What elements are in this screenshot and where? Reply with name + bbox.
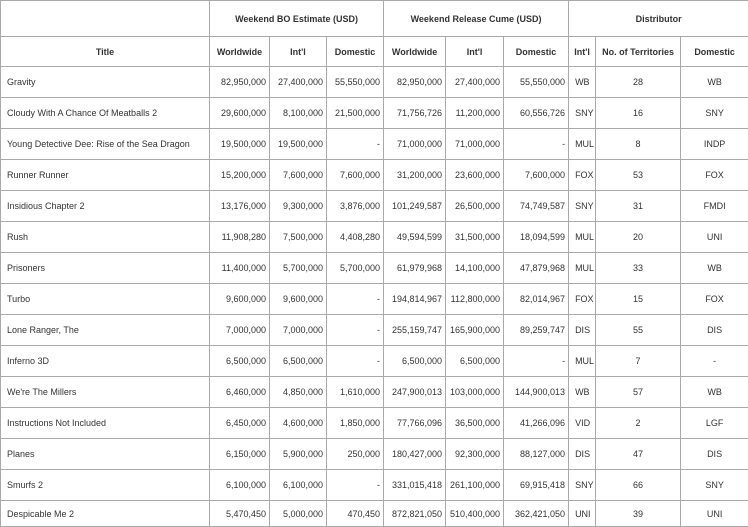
title-cell: Inferno 3D [1, 346, 210, 377]
weekend-domestic-cell: 5,700,000 [327, 253, 384, 284]
distributor-intl-cell: DIS [569, 315, 596, 346]
territories-cell: 20 [596, 222, 681, 253]
cume-intl-cell: 165,900,000 [446, 315, 504, 346]
distributor-intl-header: Int'l [569, 37, 596, 67]
territories-cell: 47 [596, 439, 681, 470]
cume-worldwide-cell: 872,821,050 [384, 501, 446, 527]
table-row [1, 346, 748, 377]
title-cell: Young Detective Dee: Rise of the Sea Dragon [1, 129, 210, 160]
table-row [1, 160, 748, 191]
cume-intl-cell: 36,500,000 [446, 408, 504, 439]
distributor-intl-cell: MUL [569, 253, 596, 284]
cume-domestic-header: Domestic [504, 37, 569, 67]
weekend-worldwide-cell: 6,450,000 [210, 408, 270, 439]
cume-intl-cell: 14,100,000 [446, 253, 504, 284]
title-cell: Smurfs 2 [1, 470, 210, 501]
territories-cell: 7 [596, 346, 681, 377]
cume-intl-cell: 11,200,000 [446, 98, 504, 129]
weekend-domestic-cell: 1,610,000 [327, 377, 384, 408]
weekend-domestic-cell: - [327, 284, 384, 315]
cume-intl-cell: 261,100,000 [446, 470, 504, 501]
distributor-domestic-cell: FOX [681, 284, 748, 315]
cume-worldwide-header: Worldwide [384, 37, 446, 67]
cume-intl-cell: 23,600,000 [446, 160, 504, 191]
table-row [1, 377, 748, 408]
cume-intl-cell: 510,400,000 [446, 501, 504, 527]
title-cell: Runner Runner [1, 160, 210, 191]
territories-cell: 33 [596, 253, 681, 284]
distributor-domestic-cell: FMDI [681, 191, 748, 222]
weekend-intl-cell: 9,300,000 [270, 191, 327, 222]
territories-cell: 66 [596, 470, 681, 501]
weekend-domestic-cell: - [327, 346, 384, 377]
table-row [1, 284, 748, 315]
weekend-intl-cell: 7,600,000 [270, 160, 327, 191]
cume-worldwide-cell: 71,756,726 [384, 98, 446, 129]
weekend-domestic-cell: - [327, 315, 384, 346]
territories-cell: 39 [596, 501, 681, 527]
weekend-worldwide-cell: 7,000,000 [210, 315, 270, 346]
weekend-bo-estimate-header: Weekend BO Estimate (USD) [210, 1, 384, 37]
cume-domestic-cell: 69,915,418 [504, 470, 569, 501]
distributor-domestic-cell: FOX [681, 160, 748, 191]
table-row [1, 253, 748, 284]
distributor-domestic-cell: INDP [681, 129, 748, 160]
cume-worldwide-cell: 247,900,013 [384, 377, 446, 408]
distributor-domestic-header: Domestic [681, 37, 748, 67]
weekend-worldwide-cell: 15,200,000 [210, 160, 270, 191]
table-row [1, 501, 748, 527]
weekend-worldwide-cell: 29,600,000 [210, 98, 270, 129]
cume-intl-cell: 26,500,000 [446, 191, 504, 222]
weekend-intl-cell: 4,600,000 [270, 408, 327, 439]
cume-worldwide-cell: 6,500,000 [384, 346, 446, 377]
cume-intl-cell: 31,500,000 [446, 222, 504, 253]
title-cell: Lone Ranger, The [1, 315, 210, 346]
distributor-header: Distributor [569, 1, 748, 37]
title-cell: We're The Millers [1, 377, 210, 408]
weekend-worldwide-cell: 9,600,000 [210, 284, 270, 315]
cume-worldwide-cell: 101,249,587 [384, 191, 446, 222]
weekend-domestic-cell: 250,000 [327, 439, 384, 470]
cume-worldwide-cell: 31,200,000 [384, 160, 446, 191]
weekend-release-cume-header: Weekend Release Cume (USD) [384, 1, 569, 37]
weekend-intl-cell: 6,100,000 [270, 470, 327, 501]
distributor-domestic-cell: DIS [681, 439, 748, 470]
cume-domestic-cell: - [504, 346, 569, 377]
weekend-worldwide-cell: 6,150,000 [210, 439, 270, 470]
cume-intl-cell: 71,000,000 [446, 129, 504, 160]
distributor-intl-cell: MUL [569, 222, 596, 253]
title-cell: Prisoners [1, 253, 210, 284]
column-header-row [1, 37, 748, 67]
table-row [1, 98, 748, 129]
cume-worldwide-cell: 61,979,968 [384, 253, 446, 284]
weekend-worldwide-cell: 13,176,000 [210, 191, 270, 222]
distributor-intl-cell: FOX [569, 284, 596, 315]
cume-domestic-cell: 55,550,000 [504, 67, 569, 98]
distributor-domestic-cell: SNY [681, 470, 748, 501]
cume-domestic-cell: 89,259,747 [504, 315, 569, 346]
distributor-domestic-cell: WB [681, 253, 748, 284]
weekend-intl-header: Int'l [270, 37, 327, 67]
title-cell: Insidious Chapter 2 [1, 191, 210, 222]
cume-domestic-cell: 144,900,013 [504, 377, 569, 408]
cume-worldwide-cell: 77,766,096 [384, 408, 446, 439]
cume-worldwide-cell: 255,159,747 [384, 315, 446, 346]
table-row [1, 408, 748, 439]
table-row [1, 439, 748, 470]
distributor-intl-cell: FOX [569, 160, 596, 191]
distributor-intl-cell: SNY [569, 98, 596, 129]
weekend-intl-cell: 4,850,000 [270, 377, 327, 408]
cume-domestic-cell: 82,014,967 [504, 284, 569, 315]
territories-cell: 55 [596, 315, 681, 346]
weekend-domestic-cell: 1,850,000 [327, 408, 384, 439]
cume-domestic-cell: - [504, 129, 569, 160]
table-row [1, 67, 748, 98]
cume-intl-cell: 112,800,000 [446, 284, 504, 315]
weekend-intl-cell: 5,900,000 [270, 439, 327, 470]
distributor-intl-cell: WB [569, 67, 596, 98]
cume-domestic-cell: 74,749,587 [504, 191, 569, 222]
weekend-worldwide-header: Worldwide [210, 37, 270, 67]
weekend-intl-cell: 5,000,000 [270, 501, 327, 527]
cume-intl-cell: 27,400,000 [446, 67, 504, 98]
title-cell: Cloudy With A Chance Of Meatballs 2 [1, 98, 210, 129]
distributor-domestic-cell: - [681, 346, 748, 377]
territories-cell: 53 [596, 160, 681, 191]
distributor-domestic-cell: UNI [681, 222, 748, 253]
weekend-domestic-cell: 55,550,000 [327, 67, 384, 98]
cume-domestic-cell: 7,600,000 [504, 160, 569, 191]
weekend-intl-cell: 19,500,000 [270, 129, 327, 160]
weekend-intl-cell: 8,100,000 [270, 98, 327, 129]
territories-cell: 31 [596, 191, 681, 222]
weekend-domestic-cell: 7,600,000 [327, 160, 384, 191]
weekend-worldwide-cell: 11,400,000 [210, 253, 270, 284]
weekend-intl-cell: 6,500,000 [270, 346, 327, 377]
table-row [1, 129, 748, 160]
distributor-intl-cell: MUL [569, 129, 596, 160]
cume-worldwide-cell: 194,814,967 [384, 284, 446, 315]
cume-intl-cell: 103,000,000 [446, 377, 504, 408]
distributor-intl-cell: DIS [569, 439, 596, 470]
title-cell: Planes [1, 439, 210, 470]
distributor-intl-cell: SNY [569, 191, 596, 222]
cume-domestic-cell: 18,094,599 [504, 222, 569, 253]
distributor-intl-cell: VID [569, 408, 596, 439]
distributor-domestic-cell: WB [681, 67, 748, 98]
distributor-domestic-cell: UNI [681, 501, 748, 527]
weekend-domestic-cell: - [327, 470, 384, 501]
distributor-domestic-cell: WB [681, 377, 748, 408]
weekend-worldwide-cell: 82,950,000 [210, 67, 270, 98]
weekend-worldwide-cell: 6,100,000 [210, 470, 270, 501]
distributor-domestic-cell: LGF [681, 408, 748, 439]
weekend-domestic-cell: 470,450 [327, 501, 384, 527]
weekend-intl-cell: 27,400,000 [270, 67, 327, 98]
cume-worldwide-cell: 331,015,418 [384, 470, 446, 501]
distributor-domestic-cell: DIS [681, 315, 748, 346]
title-column-header: Title [1, 37, 210, 67]
distributor-intl-cell: MUL [569, 346, 596, 377]
cume-intl-header: Int'l [446, 37, 504, 67]
table-row [1, 191, 748, 222]
territories-cell: 28 [596, 67, 681, 98]
blank-header-cell [1, 1, 210, 37]
weekend-domestic-cell: 3,876,000 [327, 191, 384, 222]
title-cell: Gravity [1, 67, 210, 98]
cume-domestic-cell: 362,421,050 [504, 501, 569, 527]
weekend-intl-cell: 7,000,000 [270, 315, 327, 346]
weekend-domestic-cell: - [327, 129, 384, 160]
title-cell: Turbo [1, 284, 210, 315]
cume-domestic-cell: 41,266,096 [504, 408, 569, 439]
territories-cell: 57 [596, 377, 681, 408]
weekend-worldwide-cell: 6,500,000 [210, 346, 270, 377]
weekend-worldwide-cell: 19,500,000 [210, 129, 270, 160]
cume-intl-cell: 92,300,000 [446, 439, 504, 470]
cume-worldwide-cell: 82,950,000 [384, 67, 446, 98]
territories-cell: 2 [596, 408, 681, 439]
weekend-intl-cell: 9,600,000 [270, 284, 327, 315]
title-cell: Rush [1, 222, 210, 253]
group-header-row [1, 1, 748, 37]
weekend-domestic-cell: 21,500,000 [327, 98, 384, 129]
title-cell: Instructions Not Included [1, 408, 210, 439]
cume-domestic-cell: 47,879,968 [504, 253, 569, 284]
territories-header: No. of Territories [596, 37, 681, 67]
territories-cell: 15 [596, 284, 681, 315]
territories-cell: 16 [596, 98, 681, 129]
title-cell: Despicable Me 2 [1, 501, 210, 527]
distributor-intl-cell: SNY [569, 470, 596, 501]
table-row [1, 470, 748, 501]
distributor-domestic-cell: SNY [681, 98, 748, 129]
weekend-domestic-cell: 4,408,280 [327, 222, 384, 253]
cume-worldwide-cell: 49,594,599 [384, 222, 446, 253]
table-row [1, 315, 748, 346]
weekend-worldwide-cell: 6,460,000 [210, 377, 270, 408]
distributor-intl-cell: WB [569, 377, 596, 408]
cume-intl-cell: 6,500,000 [446, 346, 504, 377]
weekend-worldwide-cell: 5,470,450 [210, 501, 270, 527]
weekend-intl-cell: 7,500,000 [270, 222, 327, 253]
weekend-intl-cell: 5,700,000 [270, 253, 327, 284]
cume-domestic-cell: 88,127,000 [504, 439, 569, 470]
weekend-domestic-header: Domestic [327, 37, 384, 67]
cume-worldwide-cell: 180,427,000 [384, 439, 446, 470]
cume-domestic-cell: 60,556,726 [504, 98, 569, 129]
table-row [1, 222, 748, 253]
territories-cell: 8 [596, 129, 681, 160]
weekend-worldwide-cell: 11,908,280 [210, 222, 270, 253]
distributor-intl-cell: UNI [569, 501, 596, 527]
table-body [1, 67, 748, 527]
cume-worldwide-cell: 71,000,000 [384, 129, 446, 160]
